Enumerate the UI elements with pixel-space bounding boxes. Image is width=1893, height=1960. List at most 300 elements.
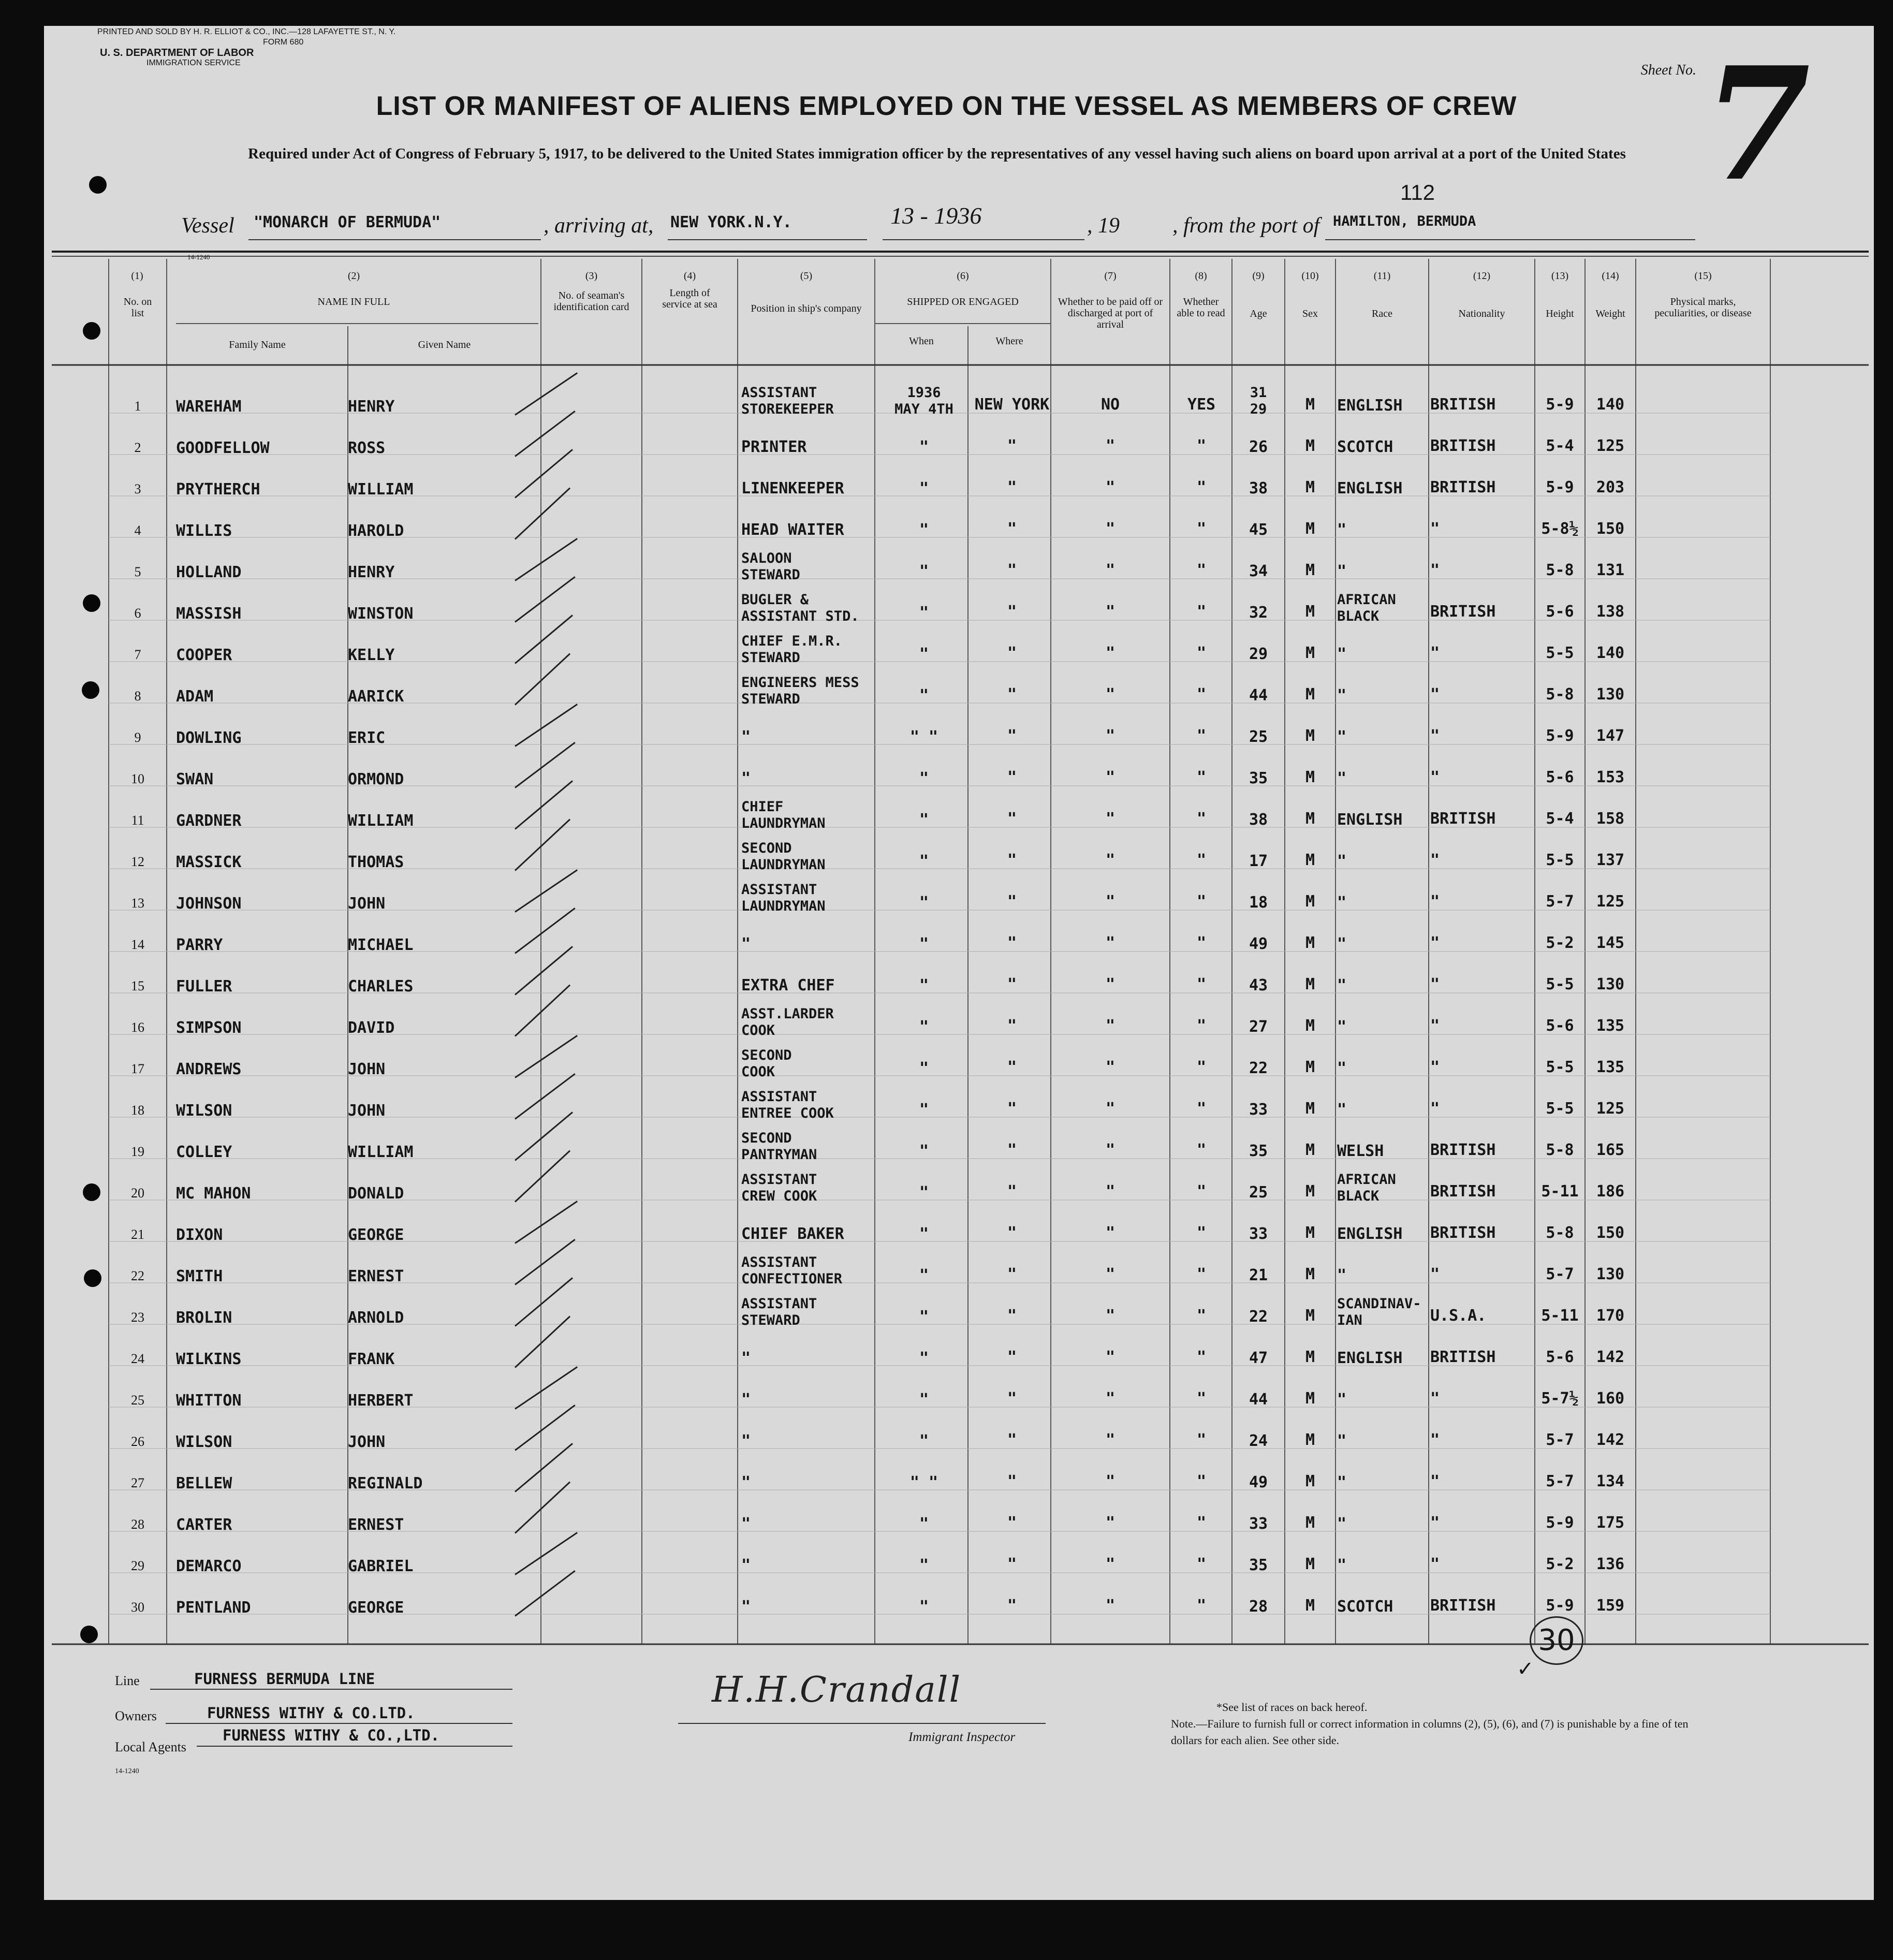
race: ENGLISH [1337,1225,1403,1243]
given-name: MICHAEL [348,936,414,954]
ship-position: ASST.LARDER [741,1006,834,1022]
shipped-where: " [1007,1017,1017,1035]
sex: M [1305,1348,1315,1366]
immigrant-inspector-label: Immigrant Inspector [908,1730,1016,1744]
ship-position: CREW COOK [741,1188,817,1204]
weight: 142 [1596,1431,1625,1449]
given-name: CHARLES [348,977,414,996]
row-number: 23 [131,1310,144,1325]
given-name: WILLIAM [348,1143,414,1161]
race: " [1337,769,1347,787]
imprint-line: PRINTED AND SOLD BY H. R. ELLIOT & CO., INC.—128 LAFAYETTE ST., N. Y. [97,27,396,36]
ship-position: CHIEF BAKER [741,1225,844,1243]
family-name: BELLEW [176,1474,232,1493]
family-name: MASSISH [176,605,242,623]
ship-position: ENTREE COOK [741,1105,834,1121]
nationality: " [1430,1100,1440,1118]
height: 5-9 [1546,1514,1574,1532]
ship-position: SALOON [741,550,792,566]
ship-position: LAUNDRYMAN [741,898,826,914]
able-to-read: " [1196,1224,1207,1242]
paid-off: " [1105,1141,1116,1159]
shipped-when: " [919,1225,929,1243]
column-header-when: When [909,335,934,347]
column-number-1: (1) [131,270,143,282]
sex: M [1305,727,1315,745]
sex: M [1305,1597,1315,1615]
given-name: WINSTON [348,605,414,623]
age: 49 [1249,935,1268,953]
page-number: 112 [1400,180,1435,204]
shipped-when: " [919,479,929,498]
ship-position: CONFECTIONER [741,1271,843,1287]
paid-off: " [1105,893,1116,911]
weight: 175 [1596,1514,1625,1532]
shipped-when: " [919,1349,929,1367]
able-to-read: " [1196,1348,1207,1366]
owners-label: Owners [115,1708,157,1723]
sex: M [1305,520,1315,538]
age: 29 [1249,645,1268,663]
family-name: PARRY [176,936,223,954]
family-name: PRYTHERCH [176,480,260,499]
family-name: SWAN [176,770,214,788]
nationality: " [1430,561,1440,579]
service-name: IMMIGRATION SERVICE [146,58,241,67]
ship-position: STEWARD [741,650,800,666]
paid-off: " [1105,1182,1116,1201]
able-to-read: " [1196,1017,1207,1035]
paid-off: " [1105,1555,1116,1573]
ship-position: ASSISTANT STD. [741,608,859,624]
tick-mark: ✓ [1517,1657,1534,1680]
weight: 135 [1596,1017,1625,1035]
family-name: WAREHAM [176,398,242,416]
shipped-where: " [1007,644,1017,662]
height: 5-9 [1546,1597,1574,1615]
age: 22 [1249,1059,1268,1077]
column-header-height: Height [1546,308,1574,319]
race: " [1337,1432,1347,1450]
family-name: DIXON [176,1226,223,1244]
shipped-where: " [1007,1224,1017,1242]
able-to-read: " [1196,685,1207,704]
weight: 186 [1596,1182,1625,1201]
shipped-where: " [1007,1555,1017,1573]
age: 44 [1249,1391,1268,1409]
paid-off: " [1105,1389,1116,1408]
nationality: " [1430,934,1440,952]
nationality: " [1430,768,1440,786]
paid-off: " [1105,520,1116,538]
arrival-port: NEW YORK.N.Y. [670,213,792,231]
paid-off: " [1105,1307,1116,1325]
shipped-when: " [919,894,929,912]
column-number-8: (8) [1195,270,1207,282]
shipped-when: " [919,1598,929,1616]
column-number-7: (7) [1104,270,1117,282]
height: 5-2 [1546,1555,1574,1573]
paid-off: " [1105,1514,1116,1532]
shipped-when: " [919,686,929,705]
column-number-10: (10) [1301,270,1319,282]
shipped-when: MAY 4TH [894,401,953,417]
race: " [1337,645,1347,663]
nationality: U.S.A. [1430,1307,1487,1325]
height: 5-8 [1546,1224,1574,1242]
ship-position: ASSISTANT [741,882,817,898]
height: 5-7½ [1541,1389,1579,1408]
sex: M [1305,561,1315,579]
given-name: JOHN [348,1433,386,1451]
family-name: GARDNER [176,812,242,830]
able-to-read: " [1196,810,1207,828]
family-name: FULLER [176,977,232,996]
weight: 159 [1596,1597,1625,1615]
column-number-4: (4) [683,270,696,282]
column-header-length-of-service: Length of service at sea [662,287,717,310]
given-name: THOMAS [348,853,404,871]
ship-position: HEAD WAITER [741,521,844,539]
weight: 170 [1596,1307,1625,1325]
line-underline [150,1689,512,1690]
nationality: BRITISH [1430,1224,1496,1242]
able-to-read: " [1196,561,1207,579]
given-name: ERNEST [348,1267,404,1285]
shipped-where: " [1007,1100,1017,1118]
row-number: 8 [134,689,141,704]
row-number: 17 [131,1061,144,1076]
able-to-read: " [1196,975,1207,993]
column-number-12: (12) [1473,270,1491,282]
race: ENGLISH [1337,811,1403,829]
row-number: 21 [131,1227,144,1242]
able-to-read: " [1196,520,1207,538]
row-number: 26 [131,1434,144,1449]
family-name: DEMARCO [176,1557,242,1575]
ship-position: " [741,1598,751,1616]
row-number: 30 [131,1600,144,1615]
age: 35 [1249,1142,1268,1160]
column-number-9: (9) [1252,270,1265,282]
race: " [1337,935,1347,953]
form-note [1171,1699,1714,1749]
row-number: 24 [131,1351,144,1366]
paid-off: " [1105,851,1116,869]
from-port-label: , from the port of [1172,214,1320,238]
given-name: GEORGE [348,1599,404,1617]
sex: M [1305,603,1315,621]
weight: 140 [1596,644,1625,662]
column-number-6: (6) [957,270,969,282]
height: 5-5 [1546,975,1574,993]
sex: M [1305,437,1315,455]
race: ENGLISH [1337,397,1403,415]
family-name: GOODFELLOW [176,439,270,457]
given-name: JOHN [348,1060,386,1078]
nationality: " [1430,851,1440,869]
arriving-label: , arriving at, [544,214,654,238]
age: 49 [1249,1473,1268,1491]
shipped-where: " [1007,437,1017,455]
ship-position: SECOND [741,840,792,856]
race: " [1337,1473,1347,1491]
shipped-where: " [1007,851,1017,869]
weight: 137 [1596,851,1625,869]
shipped-where: " [1007,893,1017,911]
row-number: 5 [134,564,141,579]
height: 5-6 [1546,768,1574,786]
owners-underline [166,1723,512,1724]
able-to-read: " [1196,768,1207,786]
row-number: 7 [134,647,141,662]
given-name: HENRY [348,563,395,581]
row-number: 10 [131,771,144,786]
age: 17 [1249,852,1268,870]
ship-position: " [741,935,751,953]
shipped-where: " [1007,975,1017,993]
sex: M [1305,1100,1315,1118]
vessel-name: "MONARCH OF BERMUDA" [254,213,441,231]
sex: M [1305,1389,1315,1408]
nationality: BRITISH [1430,1348,1496,1366]
race: SCOTCH [1337,1598,1393,1616]
age: 25 [1249,1183,1268,1202]
row-number: 18 [131,1103,144,1118]
race: " [1337,1515,1347,1533]
column-header-name: NAME IN FULL [317,296,390,308]
shipped-when: " [919,1059,929,1077]
ship-position: " [741,1432,751,1450]
height: 5-8 [1546,561,1574,579]
age: 18 [1249,894,1268,912]
given-name: HERBERT [348,1392,414,1410]
weight: 150 [1596,520,1625,538]
row-number: 3 [134,481,141,496]
nationality: BRITISH [1430,396,1496,414]
column-header-given-name: Given Name [418,339,471,350]
weight: 165 [1596,1141,1625,1159]
ship-position: SECOND [741,1047,792,1063]
nationality: " [1430,1514,1440,1532]
row-number: 16 [131,1020,144,1035]
shipped-when: 1936 [907,385,941,401]
sex: M [1305,851,1315,869]
nationality: " [1430,644,1440,662]
column-header-sex: Sex [1302,308,1318,319]
height: 5-7 [1546,1431,1574,1449]
shipped-where: " [1007,1141,1017,1159]
given-name: DAVID [348,1019,395,1037]
sex: M [1305,478,1315,496]
sex: M [1305,1514,1315,1532]
line-label: Line [115,1673,140,1688]
shipped-when: " [919,1308,929,1326]
age: 43 [1249,976,1268,994]
weight: 134 [1596,1472,1625,1490]
row-number: 11 [131,813,144,828]
paid-off: " [1105,437,1116,455]
paid-off: " [1105,810,1116,828]
line-value: FURNESS BERMUDA LINE [194,1670,375,1688]
shipped-when: " [919,604,929,622]
height: 5-4 [1546,437,1574,455]
race: " [1337,1059,1347,1077]
able-to-read: " [1196,603,1207,621]
year-label: , 19 [1087,214,1120,238]
ship-position: " [741,1473,751,1491]
weight: 145 [1596,934,1625,952]
age: 24 [1249,1432,1268,1450]
paid-off: " [1105,561,1116,579]
shipped-when: " [919,562,929,580]
nationality: " [1430,1555,1440,1573]
weight: 136 [1596,1555,1625,1573]
nationality: " [1430,893,1440,911]
column-header-race: Race [1372,308,1392,319]
nationality: BRITISH [1430,1141,1496,1159]
sex: M [1305,975,1315,993]
family-name: HOLLAND [176,563,242,581]
shipped-where: " [1007,520,1017,538]
given-name: WILLIAM [348,812,414,830]
race: " [1337,1266,1347,1284]
imprint-line: FORM 680 [263,38,304,47]
paid-off: " [1105,1431,1116,1449]
agents-underline [197,1746,512,1747]
able-to-read: " [1196,1141,1207,1159]
given-name: JOHN [348,1102,386,1120]
row-number: 12 [131,854,144,869]
able-to-read: " [1196,1389,1207,1408]
given-name: HENRY [348,398,395,416]
column-number-15: (15) [1694,270,1712,282]
age: 28 [1249,1598,1268,1616]
column-header-age: Age [1250,308,1267,319]
nationality: BRITISH [1430,437,1496,455]
given-name: HAROLD [348,522,404,540]
row-number: 1 [134,399,141,414]
signature-underline [678,1723,1046,1724]
shipped-where: " [1007,768,1017,786]
family-name: JOHNSON [176,895,242,913]
height: 5-6 [1546,1348,1574,1366]
shipped-when: " [919,1101,929,1119]
ship-position: LAUNDRYMAN [741,857,826,873]
weight: 130 [1596,685,1625,704]
department-name: U. S. DEPARTMENT OF LABOR [100,47,254,58]
row-number: 6 [134,606,141,621]
nationality: " [1430,1017,1440,1035]
race: SCOTCH [1337,438,1393,456]
age: 35 [1249,769,1268,787]
nationality: " [1430,1431,1440,1449]
age: 35 [1249,1556,1268,1574]
sex: M [1305,934,1315,952]
row-number: 20 [131,1186,144,1201]
column-header-shipped-or-engaged: SHIPPED OR ENGAGED [907,296,1019,308]
ship-position: CHIEF [741,799,784,815]
family-name: WHITTON [176,1392,242,1410]
column-header-paid-off: Whether to be paid off or discharged at port of arrival [1058,296,1163,330]
paid-off: " [1105,603,1116,621]
shipped-where: " [1007,1431,1017,1449]
ship-position: " [741,1391,751,1409]
row-number: 14 [131,937,144,952]
family-name: CARTER [176,1516,232,1534]
height: 5-5 [1546,851,1574,869]
age: 29 [1250,401,1267,417]
paid-off: " [1105,975,1116,993]
able-to-read: " [1196,727,1207,745]
height: 5-6 [1546,603,1574,621]
height: 5-11 [1541,1182,1579,1201]
shipped-where: " [1007,727,1017,745]
race: " [1337,521,1347,539]
able-to-read: " [1196,437,1207,455]
height: 5-9 [1546,396,1574,414]
weight: 147 [1596,727,1625,745]
column-number-5: (5) [800,270,813,282]
sheet-number-label: Sheet No. [1640,62,1696,78]
ship-position: STEWARD [741,691,800,707]
ship-position: ASSISTANT [741,1089,817,1105]
paid-off: " [1105,1472,1116,1490]
family-name: WILLIS [176,522,232,540]
age: 27 [1249,1018,1268,1036]
shipped-where: " [1007,1058,1017,1076]
given-name: ORMOND [348,770,404,788]
height: 5-4 [1546,810,1574,828]
paid-off: " [1105,1265,1116,1283]
race: BLACK [1337,1188,1380,1204]
age: 38 [1249,811,1268,829]
ship-position: CHIEF E.M.R. [741,633,843,649]
row-number: 15 [131,978,144,993]
nationality: " [1430,1472,1440,1490]
ship-position: LAUNDRYMAN [741,815,826,831]
shipped-when: " [919,1556,929,1574]
ship-position: STEWARD [741,567,800,583]
race: WELSH [1337,1142,1384,1160]
weight: 125 [1596,1100,1625,1118]
note-races: *See list of races on back hereof. [1216,1701,1368,1714]
paid-off: " [1105,478,1116,496]
ship-position: ASSISTANT [741,1172,817,1188]
sex: M [1305,768,1315,786]
ship-position: ASSISTANT [741,1296,817,1312]
age: 25 [1249,728,1268,746]
paid-off: " [1105,1058,1116,1076]
able-to-read: " [1196,478,1207,496]
height: 5-5 [1546,1058,1574,1076]
family-name: PENTLAND [176,1599,251,1617]
height: 5-2 [1546,934,1574,952]
family-name: COLLEY [176,1143,232,1161]
family-name: DOWLING [176,729,242,747]
nationality: BRITISH [1430,478,1496,496]
row-number: 9 [134,730,141,745]
race: " [1337,894,1347,912]
family-name: SMITH [176,1267,223,1285]
able-to-read: " [1196,644,1207,662]
ship-position: " [741,728,751,746]
paid-off: " [1105,768,1116,786]
race: IAN [1337,1312,1362,1328]
shipped-where: " [1007,1182,1017,1201]
able-to-read: " [1196,1555,1207,1573]
column-number-3: (3) [585,270,598,282]
